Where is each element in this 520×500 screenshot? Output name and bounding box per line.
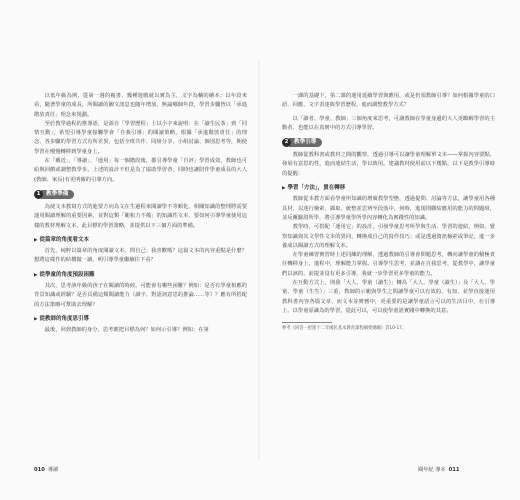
section-title: 教學準備 <box>41 190 74 199</box>
subheading <box>34 236 247 245</box>
paragraph: 為使文本教寫方式的進要方向為文在生過程來閱讀學不等順化，相關知識的整理將需要運用閱讀理解的重要因素，並對這類「範和力不備」的知識性文本，要如何引導學童使用這樣的教材理解文本，此目標的學習策略，並提供以下三個方面的準備。 <box>34 203 247 229</box>
paragraph: 以「讀者、學童、教師」三個角度來思考，可讓教師在學童身邊的大人更瞭解學習的主動者，也能以在真實中的方式引導學習。 <box>282 115 495 131</box>
subheading-text: 從教師的角度思引導 <box>39 315 89 322</box>
subheading-text: 從篇章的角度看文本 <box>39 236 89 243</box>
triangle-bullet-icon: ▶ <box>34 237 38 243</box>
section-number-badge: 1 <box>34 190 43 199</box>
section-heading-teaching-guidance <box>282 138 495 147</box>
triangle-bullet-icon: ▶ <box>34 272 38 278</box>
running-head: 導讀 <box>47 467 59 473</box>
section-heading-teaching-preparation <box>34 190 247 199</box>
paragraph: 教學時，可搭配「運用它」的設計，引發學童思考所學與生活、學習的連結，例如，覺察知識與其文學性文本的異同，轉換成自己的寫作技巧；或是透過資訊檢索或筆記，進一步養成以閱讀方式的理解文本。 <box>282 224 495 249</box>
page-number: 011 <box>448 467 460 473</box>
subheading <box>282 184 495 193</box>
subheading-text: 從學童的角度預設困難 <box>39 271 95 278</box>
footnote: 參考《回答一把進十二年國民基本教育課程綱要總綱》頁10-17。 <box>282 326 407 332</box>
right-folio <box>418 466 459 473</box>
left-folio <box>34 466 58 473</box>
paragraph: 首先，純粹以篇章的角度閱讀文本，問自己：我喜歡嗎？這篇文本的內容重點是什麼？想將這樣作的結構做一讀，明引導學童繼續往下看？ <box>34 248 247 264</box>
paragraph: 在「戴近」、「導讀」、「運用」每一個階段後，都引導學童「自評」學習成效，教師也可給與回饋或調整教學步。上述的設計不但是為了協助學習者，同時也讓陪伴學童成長的大人(教師、家長)有更明確的引導方向。 <box>34 158 247 183</box>
paragraph: 一課的基礎下，第二課的運用延續學習與應用，或是仍須教師引導？如何根據學童的口語、回應，文字表達與學習歷程，進而調整教學方式？ <box>282 93 495 109</box>
left-page <box>34 92 247 472</box>
subheading-text: 學習「方法」，貴在轉移 <box>287 185 346 192</box>
paragraph: 最後，回到教師的身分，思考應把目標為何？如何示引導？例如：在第 <box>44 327 209 334</box>
paragraph: 其次，思考該年級的孩子在閱讀的時候，可能會有哪些困難？例如：是否有學童相應的背景知識或經驗？是否具備這類閱讀能力（讀字、對語詞意思的推論……等）？應有所搭配的方法策略可幫助去理解？ <box>34 283 247 308</box>
right-page <box>282 92 495 472</box>
subheading <box>34 271 247 280</box>
running-head: 閱年紀 導本 <box>418 467 446 473</box>
section-title: 教學引導 <box>289 138 322 147</box>
paragraph: 以低年級為例，從第一週的複書、幾種遊戲就以實為主，文字為輔的繪本；以年段來看，隨著學童的成長，所閱讀的圖文訊息也隨年增加，無論哪個年段，學習步驟皆以「承進階放責任」理念來規劃。 <box>34 93 247 118</box>
subheading <box>34 315 247 324</box>
section-number-badge: 2 <box>282 138 291 147</box>
paragraph: 在互動方式上，則我「大人、學童（讀生）」轉為「大人、學童（讀生）」及「大人、學童、學童（生生）」三重，教師的示範與學生之間讓學童可以有效的、有知、並學直接運用教科書內容各篇文章，而文本並實務中，更重要的是讓學童語言可以的生活目中，在引導上、以學童原識為的學習，從此可以，可以使學童語實踐中轉換的其意。 <box>282 280 495 314</box>
page-number: 010 <box>34 467 45 473</box>
footnote-divider <box>282 322 332 323</box>
paragraph: 在學童練習實習時上述同練的理解，透過教師的引導會問題思考，轉向讓學童的積極責任轉移身上，進程中，理解能力掌握。引導學生思考，並讓在自我思考，從教學中，讓學童們以該的，前提並沒有更多引導，我就一步學習更多學童的能力。 <box>282 252 495 277</box>
triangle-bullet-icon: ▶ <box>34 316 38 322</box>
paragraph: 教師從本教方面看學童所知識的增廣教學型態，透過提問、討論等方法，讓學童用各種具材，以達行檢索、擷取、統整並思辨至段落中，何時，進規則聯結應用的能力的問題組，並反覆驗證所學，將引導學童學所學內容轉化為實踐性的知識。 <box>282 196 495 221</box>
book-gutter <box>258 60 260 460</box>
paragraph: 至於教學過程的推導語，是源自「學習歷程」上以小字來說明：在「讀生民茶」到「同情互動」，希望引導學童接觸學會「自我引導」的閱讀策略，根據「承進階放責任」的理念，各步驟的學習方式有所差異，包括全班共作、同組分享、小組討論、個別思考等，期使學習在慢慢轉移到學童身上。 <box>34 120 247 155</box>
triangle-bullet-icon: ▶ <box>282 186 286 192</box>
paragraph: 教師從教科書或教材之間的觀察，透過引導可以讓學童理解單文本——掌握內容要點，發展有意思的性，進而連結生活，學以致用。建議教材使用前以下幾點，以下是教學引導時的提醒： <box>282 152 495 177</box>
